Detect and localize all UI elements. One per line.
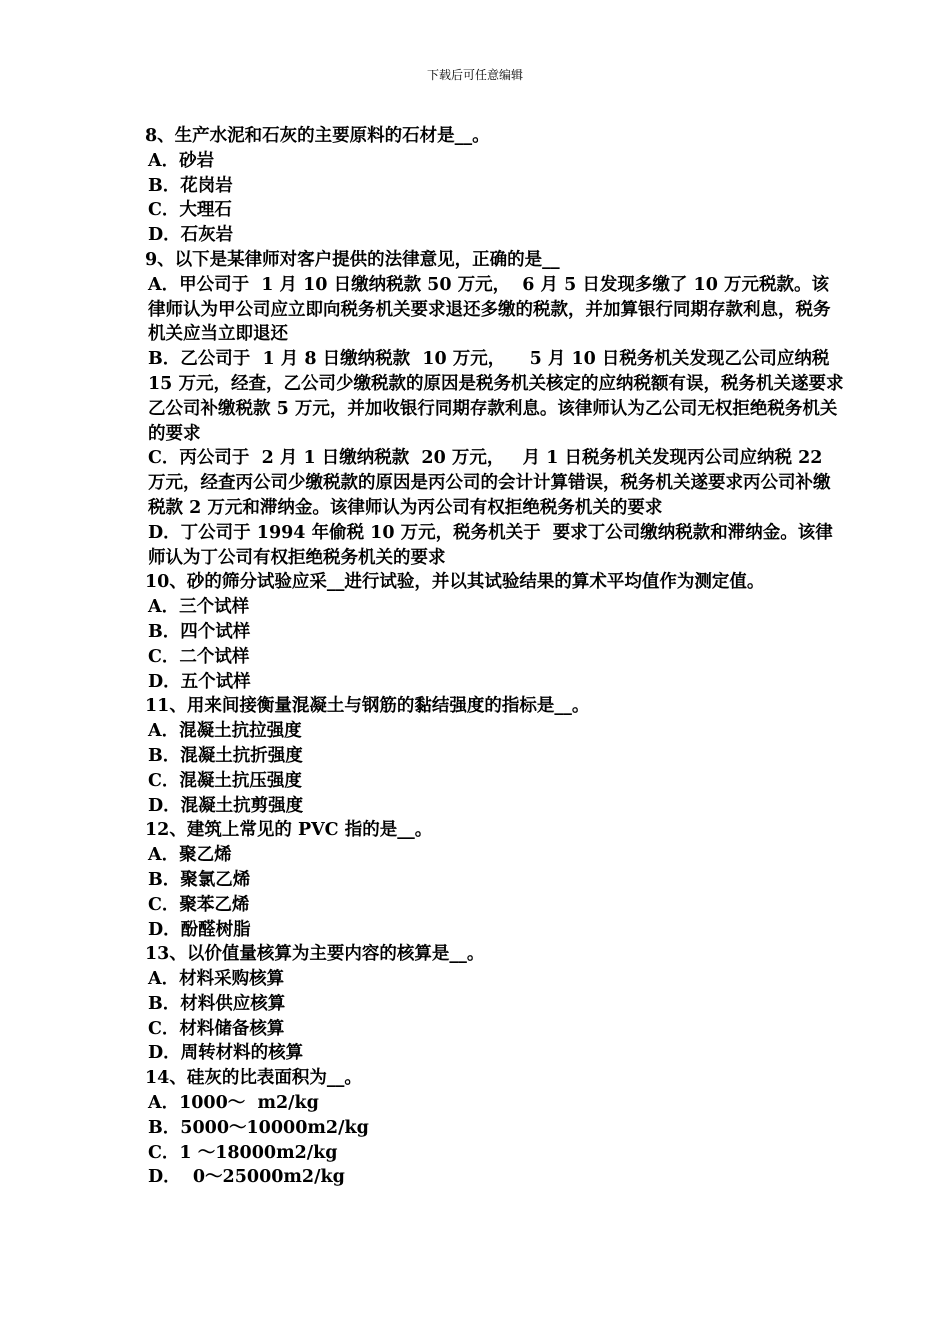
question-stem: 12、建筑上常见的 PVC 指的是__。	[145, 820, 433, 841]
option-b: B．材料供应核算	[148, 993, 286, 1014]
question-12	[145, 818, 845, 942]
question-11	[145, 694, 845, 818]
option-a: A．混凝土抗拉强度	[148, 721, 302, 742]
option-a: A．材料采购核算	[148, 969, 285, 990]
question-stem: 14、硅灰的比表面积为__。	[145, 1068, 362, 1089]
option-d: D．石灰岩	[148, 225, 234, 246]
option-c: C．材料储备核算	[148, 1018, 285, 1039]
option-d: D．酚醛树脂	[148, 919, 251, 940]
option-c: C．二个试样	[148, 646, 250, 667]
option-c: C．聚苯乙烯	[148, 894, 250, 915]
option-b: B．聚氯乙烯	[148, 869, 251, 890]
option-d: D．混凝土抗剪强度	[148, 795, 304, 816]
page-header: 下载后可任意编辑	[426, 68, 523, 82]
option-a: A．砂岩	[148, 150, 215, 171]
option-c: C．丙公司于 2 月 1 日缴纳税款 20 万元， 月 1 日税务机关发现丙公司应纳税 22 万元，经查丙公司少缴税款的原因是丙公司的会计计算错误，税务机关遂要求丙公司补缴税款 2 万元和滞纳金。该律师认为丙公司有权拒绝税务机关的要求	[148, 448, 831, 518]
option-b: B．混凝土抗折强度	[148, 745, 303, 766]
question-list	[145, 124, 845, 1190]
option-a: A．甲公司于 1 月 10 日缴纳税款 50 万元， 6 月 5 日发现多缴了 10 万元税款。该律师认为甲公司应立即向税务机关要求退还多缴的税款，并加算银行同期存款利息，税务机关应当立即退还	[148, 274, 831, 345]
question-stem: 8、生产水泥和石灰的主要原料的石材是__。	[145, 126, 490, 146]
option-b: B．四个试样	[148, 621, 251, 642]
question-9	[145, 248, 845, 570]
question-13	[145, 942, 845, 1066]
option-d: D．周转材料的核算	[148, 1043, 304, 1064]
option-c: C．1 ～18000m2/kg	[148, 1142, 338, 1163]
question-14	[145, 1066, 845, 1190]
question-8	[145, 124, 845, 248]
option-c: C．混凝土抗压强度	[148, 770, 302, 791]
option-a: A．1000～ m2/kg	[148, 1093, 319, 1114]
question-stem: 11、用来间接衡量混凝土与钢筋的黏结强度的指标是__。	[145, 696, 590, 717]
option-b: B．花岗岩	[148, 175, 233, 196]
option-b: B．5000～10000m2/kg	[148, 1117, 369, 1138]
question-stem: 9、以下是某律师对客户提供的法律意见，正确的是__	[145, 249, 560, 270]
option-c: C．大理石	[148, 200, 232, 221]
option-d: D． 0～25000m2/kg	[148, 1167, 345, 1188]
question-stem: 13、以价值量核算为主要内容的核算是__。	[145, 944, 485, 965]
option-a: A．三个试样	[148, 597, 250, 618]
option-a: A．聚乙烯	[148, 845, 232, 866]
option-d: D．丁公司于 1994 年偷税 10 万元，税务机关于 要求丁公司缴纳税款和滞纳金。该律师认为丁公司有权拒绝税务机关的要求	[148, 522, 833, 568]
option-d: D．五个试样	[148, 671, 251, 692]
option-b: B．乙公司于 1 月 8 日缴纳税款 10 万元， 5 月 10 日税务机关发现乙公司应纳税 15 万元，经查，乙公司少缴税款的原因是税务机关核定的应纳税额有误，税务机关遂要求乙公司补缴税款 5 万元，并加收银行同期存款利息。该律师认为乙公司无权拒绝税务机关的要求	[148, 349, 844, 444]
question-10	[145, 570, 845, 694]
question-stem: 10、砂的筛分试验应采__进行试验，并以其试验结果的算术平均值作为测定值。	[145, 572, 765, 593]
